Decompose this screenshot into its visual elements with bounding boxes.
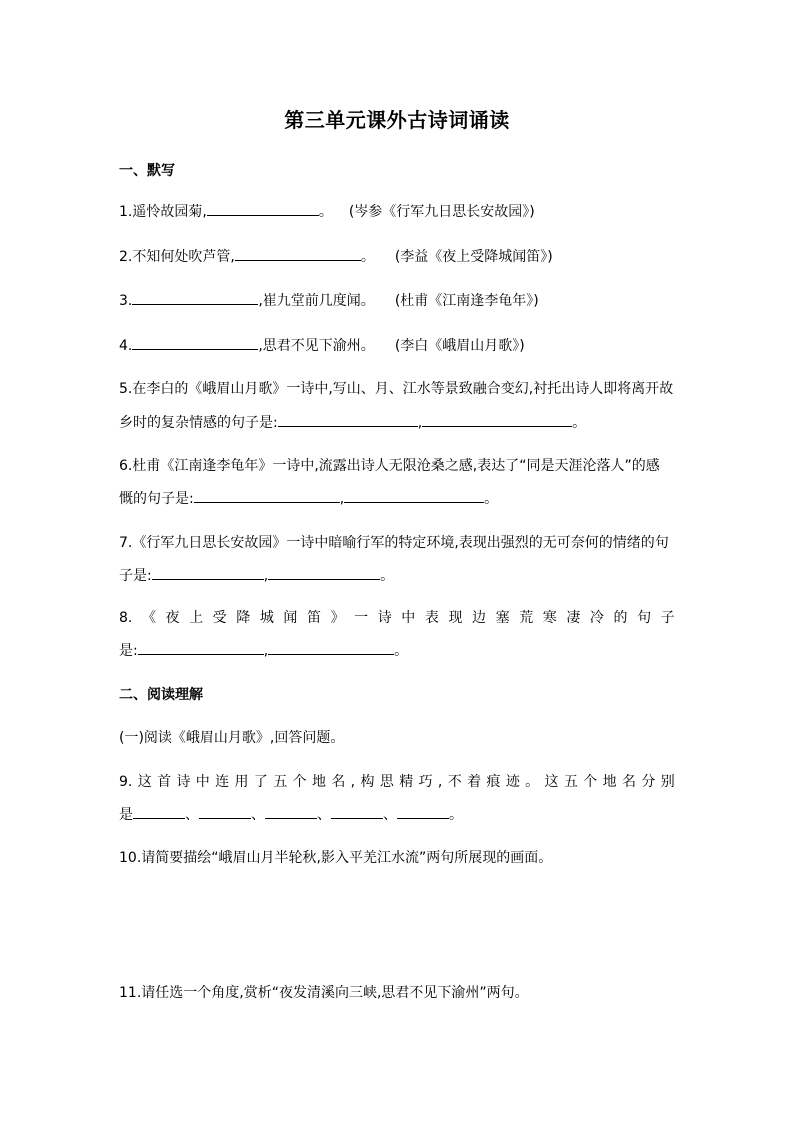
- question-8-char: 一: [354, 610, 369, 626]
- question-8-char: 塞: [495, 610, 510, 626]
- question-9-line-2: 是 、 、 、 、 。: [119, 804, 675, 825]
- question-8-char: 诗: [377, 610, 392, 626]
- question-9-char: 地: [311, 774, 326, 790]
- answer-blank[interactable]: [133, 804, 185, 819]
- question-9-char: 精: [399, 774, 414, 790]
- question-6-line-1: 6.杜甫《江南逢李龟年》一诗中,流露出诗人无限沧桑之感,表达了“同是天涯沦落人”的感: [119, 458, 660, 474]
- question-8-char: 夜: [165, 610, 180, 626]
- question-8-char: 受: [212, 610, 227, 626]
- section-heading-dictation: 一、默写: [119, 163, 175, 179]
- question-9-char: 个: [292, 774, 307, 790]
- question-9-char: 这: [544, 774, 559, 790]
- answer-blank[interactable]: [278, 412, 418, 427]
- poem-source: (李益《夜上受降城闻笛》): [394, 249, 553, 265]
- question-8-char: 》: [330, 610, 345, 626]
- question-9-char: ,: [350, 774, 356, 790]
- answer-blank[interactable]: [138, 640, 264, 655]
- question-9-char: 名: [331, 774, 346, 790]
- question-9-char: 这: [137, 774, 152, 790]
- question-9-char: 别: [660, 774, 675, 790]
- question-9-char: 地: [602, 774, 617, 790]
- question-8-char: 的: [613, 610, 628, 626]
- question-8-char: 降: [236, 610, 251, 626]
- answer-blank[interactable]: [422, 412, 572, 427]
- question-9-char: 痕: [486, 774, 501, 790]
- question-9-char: ,: [437, 774, 443, 790]
- question-9-char: 个: [583, 774, 598, 790]
- question-9-char: 思: [379, 774, 394, 790]
- answer-blank[interactable]: [331, 804, 383, 819]
- question-9-char: 五: [563, 774, 578, 790]
- poem-source: (杜甫《江南逢李龟年》): [394, 293, 539, 309]
- question-9-char: 中: [195, 774, 210, 790]
- question-8-char: 《: [141, 610, 156, 626]
- answer-blank[interactable]: [132, 335, 258, 350]
- question-9-char: 首: [157, 774, 172, 790]
- question-8-char: 边: [472, 610, 487, 626]
- answer-blank[interactable]: [397, 804, 449, 819]
- question-2: 2.不知何处吹芦管, 。 (李益《夜上受降城闻笛》): [119, 246, 675, 267]
- question-8-char: 子: [660, 610, 675, 626]
- question-8-char: 8.: [119, 610, 133, 626]
- question-8-char: 寒: [542, 610, 557, 626]
- question-9-char: 。: [525, 774, 540, 790]
- question-8-char: 城: [259, 610, 274, 626]
- question-3: 3. ,崔九堂前几度闻。 (杜甫《江南逢李龟年》): [119, 290, 675, 311]
- question-8-line-2: 是: , 。: [119, 640, 675, 661]
- answer-blank[interactable]: [132, 290, 258, 305]
- question-9-char: 9.: [119, 774, 133, 790]
- question-8-char: 闻: [283, 610, 298, 626]
- question-9-char: 连: [215, 774, 230, 790]
- question-8-char: 表: [424, 610, 439, 626]
- question-9-line-1: [119, 772, 675, 792]
- question-8-char: 笛: [306, 610, 321, 626]
- question-1: 1.遥怜故园菊, 。 (岑参《行军九日思长安故园》): [119, 201, 675, 222]
- question-8-char: 中: [401, 610, 416, 626]
- question-8-char: 句: [637, 610, 652, 626]
- answer-blank[interactable]: [268, 640, 394, 655]
- reading-intro: (一)阅读《峨眉山月歌》,回答问题。: [119, 730, 345, 746]
- question-9-char: 用: [234, 774, 249, 790]
- question-9-char: 构: [360, 774, 375, 790]
- answer-blank[interactable]: [194, 488, 340, 503]
- question-9-char: 诗: [176, 774, 191, 790]
- question-5-line-2: 乡时的复杂情感的句子是: , 。: [119, 412, 675, 433]
- poem-source: (岑参《行军九日思长安故园》): [348, 204, 535, 220]
- question-8-char: 现: [448, 610, 463, 626]
- question-9-char: 分: [641, 774, 656, 790]
- question-8-char: 凄: [566, 610, 581, 626]
- question-4: 4. ,思君不见下渝州。 (李白《峨眉山月歌》): [119, 335, 675, 356]
- answer-blank[interactable]: [344, 488, 484, 503]
- answer-blank[interactable]: [268, 565, 380, 580]
- question-9-char: 巧: [418, 774, 433, 790]
- question-9-char: 迹: [505, 774, 520, 790]
- question-7-line-1: 7.《行军九日思长安故园》一诗中暗喻行军的特定环境,表现出强烈的无可奈何的情绪的句: [119, 535, 669, 551]
- question-9-char: 着: [467, 774, 482, 790]
- question-10: 10.请简要描绘“峨眉山月半轮秋,影入平羌江水流”两句所展现的画面。: [119, 850, 553, 866]
- question-8-char: 荒: [519, 610, 534, 626]
- answer-blank[interactable]: [152, 565, 264, 580]
- page-title: 第三单元课外古诗词诵读: [284, 108, 510, 132]
- question-5-line-1: 5.在李白的《峨眉山月歌》一诗中,写山、月、江水等景致融合变幻,衬托出诗人即将离开故: [119, 381, 674, 397]
- section-heading-reading: 二、阅读理解: [119, 687, 203, 703]
- question-9-char: 了: [253, 774, 268, 790]
- question-9-char: 五: [273, 774, 288, 790]
- poem-source: (李白《峨眉山月歌》): [394, 338, 525, 354]
- question-8-char: 冷: [589, 610, 604, 626]
- answer-blank[interactable]: [265, 804, 317, 819]
- answer-blank[interactable]: [207, 201, 319, 216]
- answer-blank[interactable]: [235, 246, 361, 261]
- question-8-line-1: [119, 608, 675, 628]
- question-11: 11.请任选一个角度,赏析“夜发清溪向三峡,思君不见下渝州”两句。: [119, 985, 529, 1001]
- question-9-char: 名: [621, 774, 636, 790]
- question-8-char: 上: [189, 610, 204, 626]
- question-7-line-2: 子是: , 。: [119, 565, 675, 586]
- answer-blank[interactable]: [199, 804, 251, 819]
- question-9-char: 不: [447, 774, 462, 790]
- question-6-line-2: 慨的句子是: , 。: [119, 488, 675, 509]
